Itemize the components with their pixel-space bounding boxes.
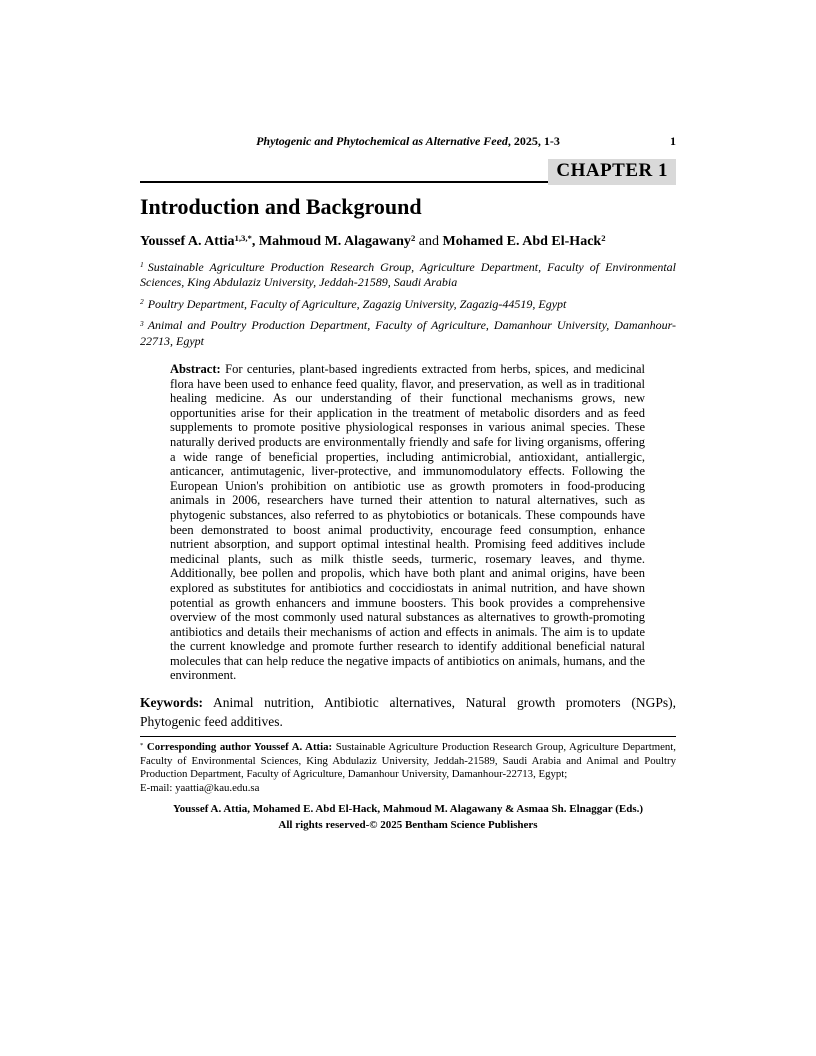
chapter-banner-row <box>140 157 676 183</box>
author-3-name: Mohamed E. Abd El-Hack <box>442 234 602 249</box>
abstract-label: Abstract: <box>170 362 221 376</box>
running-head-book-title <box>170 135 646 148</box>
chapter-banner: CHAPTER 1 <box>548 159 676 185</box>
affiliation-3 <box>140 318 676 349</box>
page-number: 1 <box>670 134 676 148</box>
chapter-title: Introduction and Background <box>140 194 422 219</box>
keywords-label: Keywords: <box>140 695 203 711</box>
running-head <box>140 0 676 148</box>
footnote-marker: * <box>140 742 144 750</box>
author-3-superscript: 2 <box>601 233 606 244</box>
abstract-paragraph <box>170 362 645 683</box>
imprint-rights: All rights reserved-© 2025 Bentham Science Publishers <box>278 818 538 831</box>
affiliation-2 <box>140 297 676 313</box>
author-1-superscript: 1,3,* <box>234 233 252 244</box>
affiliation-3-marker: 3 <box>140 318 144 328</box>
authors-conjunction: and <box>415 234 443 249</box>
footnote-email: yaattia@kau.edu.sa <box>175 781 260 794</box>
footnote-email-label: E-mail: <box>140 781 176 794</box>
authors-line <box>140 233 676 251</box>
affiliation-1-marker: 1 <box>140 260 144 270</box>
keywords-paragraph <box>140 693 676 731</box>
affiliation-3-text: Animal and Poultry Production Department, Faculty of Agriculture, Damanhour University, Damanhour-22713, Egypt <box>140 318 676 348</box>
affiliation-2-text: Poultry Department, Faculty of Agriculture, Zagazig University, Zagazig-44519, Egypt <box>147 296 567 311</box>
footnote-bold-lead: Corresponding author Youssef A. Attia: <box>146 741 333 754</box>
author-2-superscript: 2 <box>410 233 416 244</box>
affiliations <box>140 260 676 350</box>
author-1-name: Youssef A. Attia <box>140 234 235 249</box>
book-title-suffix: , 2025, 1-3 <box>507 134 560 148</box>
affiliation-1 <box>140 260 676 291</box>
affiliation-1-text: Sustainable Agriculture Production Research Group, Agriculture Department, Faculty of Environmental Sciences, King Abdulaziz University, Jeddah-21589, Saudi Arabia <box>140 259 676 289</box>
imprint-editors: Youssef A. Attia, Mohamed E. Abd El-Hack, Mahmoud M. Alagawany & Asmaa Sh. Elnaggar (Eds.) <box>172 803 644 816</box>
keywords-text: Animal nutrition, Antibiotic alternatives, Natural growth promoters (NGPs), Phytogenic feed additives. <box>140 695 676 730</box>
page-content <box>140 0 676 833</box>
abstract-text: For centuries, plant-based ingredients extracted from herbs, spices, and medicinal flora have been used to enhance feed quality, flavor, and preservation, as well as in traditional healing medicine. As our understanding of their functional mechanisms grows, new opportunities arise for their application in the treatment of metabolic disorders and as feed supplements to promote positive physiological responses in various animal species. These naturally derived products are environmentally friendly and safe for living organisms, offering a wide range of beneficial properties, including antimicrobial, antioxidant, antiallergic, anticancer, antimutagenic, liver-protective, and immunomodulatory effects. Following the European Union's prohibition on antibiotic use as growth promoters in food-producing animals in 2006, researchers have turned their attention to natural alternatives, such as phytogenic substances, also referred to as phytobiotics or botanicals. These compounds have been demonstrated to boost animal productivity, encourage feed consumption, enhance nutrient absorption, and support optimal intestinal health. Promising feed additives include medicinal plants, such as milk thistle seeds, turmeric, rosemary leaves, and thyme. Additionally, bee pollen and propolis, which have both plant and animal origins, have been explored as substitutes for antibiotics and coccidiostats in animal nutrition, and have shown potential as growth enhancers and immune boosters. This book provides a comprehensive overview of the most commonly used natural substances as alternatives to growth-promoting antibiotics and details their mechanisms of action and effects in animals. The aim is to update the current knowledge and promote further research to identify additional beneficial natural molecules that can help reduce the negative impacts of antibiotics on animals, humans, and the environment. <box>170 362 645 683</box>
corresponding-author-footnote <box>140 736 676 795</box>
author-separator: , <box>251 234 259 249</box>
book-title-italic: Phytogenic and Phytochemical as Alternative Feed <box>256 134 508 148</box>
imprint <box>140 802 676 833</box>
affiliation-2-marker: 2 <box>140 297 144 307</box>
footnote-text: Sustainable Agriculture Production Research Group, Agriculture Department, Faculty of Environmental Sciences, King Abdulaziz University, Jeddah-21589, Saudi Arabia and Animal and Poultry Production Department, Faculty of Agriculture, Damanhour University, Damanhour-22713, Egypt; <box>140 741 676 781</box>
author-2-name: Mahmoud M. Alagawany <box>258 234 411 249</box>
